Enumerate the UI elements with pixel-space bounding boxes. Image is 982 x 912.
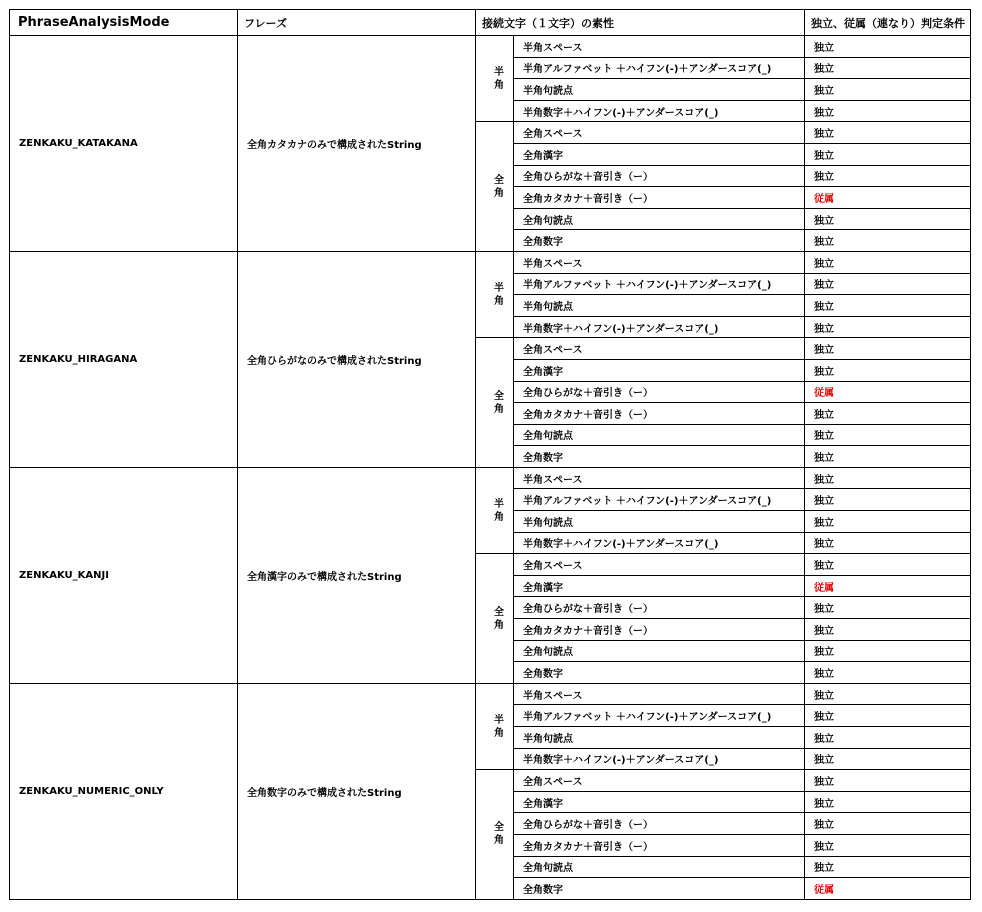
element-cell: 全角スペース	[514, 554, 805, 576]
result-independent-cell: 独立	[805, 532, 971, 554]
width-char: 角	[494, 727, 504, 739]
result-dependent-cell: 従属	[805, 381, 971, 403]
element-cell: 全角カタカナ＋音引き（ー）	[514, 834, 805, 856]
element-cell: 半角アルファベット ＋ハイフン(-)＋アンダースコア(_)	[514, 489, 805, 511]
result-independent-cell: 独立	[805, 597, 971, 619]
result-independent-cell: 独立	[805, 143, 971, 165]
result-independent-cell: 独立	[805, 295, 971, 317]
table-row	[10, 36, 971, 58]
width-char: 全	[494, 390, 504, 402]
width-char: 角	[494, 187, 504, 199]
zenkaku-width-cell	[476, 770, 514, 900]
width-char: 角	[494, 79, 504, 91]
element-cell: 半角句読点	[514, 511, 805, 533]
result-independent-cell: 独立	[805, 813, 971, 835]
element-cell: 全角句読点	[514, 208, 805, 230]
width-char: 角	[494, 403, 504, 415]
element-cell: 全角スペース	[514, 770, 805, 792]
mode-cell: ZENKAKU_KANJI	[10, 467, 238, 683]
element-cell: 全角句読点	[514, 424, 805, 446]
element-cell: 半角数字＋ハイフン(-)＋アンダースコア(_)	[514, 748, 805, 770]
phrase-cell: 全角カタカナのみで構成されたString	[238, 36, 476, 252]
element-cell: 全角漢字	[514, 143, 805, 165]
phrase-cell: 全角数字のみで構成されたString	[238, 683, 476, 899]
hankaku-width-cell	[476, 251, 514, 337]
element-cell: 半角句読点	[514, 727, 805, 749]
result-independent-cell: 独立	[805, 79, 971, 101]
header-element: 接続文字（１文字）の素性	[476, 10, 805, 36]
result-independent-cell: 独立	[805, 403, 971, 425]
result-independent-cell: 独立	[805, 683, 971, 705]
element-cell: 全角ひらがな＋音引き（ー）	[514, 165, 805, 187]
element-cell: 全角数字	[514, 662, 805, 684]
element-cell: 半角スペース	[514, 251, 805, 273]
element-cell: 全角数字	[514, 230, 805, 252]
table-body	[10, 36, 971, 900]
result-dependent-cell: 従属	[805, 878, 971, 900]
element-cell: 全角スペース	[514, 338, 805, 360]
result-independent-cell: 独立	[805, 338, 971, 360]
element-cell: 全角ひらがな＋音引き（ー）	[514, 597, 805, 619]
element-cell: 半角スペース	[514, 683, 805, 705]
width-char: 半	[494, 498, 504, 510]
width-char: 半	[494, 66, 504, 78]
result-independent-cell: 独立	[805, 273, 971, 295]
zenkaku-width-cell	[476, 554, 514, 684]
phrase-cell: 全角漢字のみで構成されたString	[238, 467, 476, 683]
width-char: 全	[494, 606, 504, 618]
header-mode: PhraseAnalysisMode	[10, 10, 238, 36]
zenkaku-width-cell	[476, 122, 514, 252]
result-independent-cell: 独立	[805, 662, 971, 684]
element-cell: 全角ひらがな＋音引き（ー）	[514, 813, 805, 835]
element-cell: 全角スペース	[514, 122, 805, 144]
result-independent-cell: 独立	[805, 100, 971, 122]
width-char: 全	[494, 174, 504, 186]
header-row	[10, 10, 971, 36]
result-independent-cell: 独立	[805, 165, 971, 187]
result-independent-cell: 独立	[805, 57, 971, 79]
element-cell: 全角カタカナ＋音引き（ー）	[514, 187, 805, 209]
result-independent-cell: 独立	[805, 554, 971, 576]
element-cell: 半角数字＋ハイフン(-)＋アンダースコア(_)	[514, 316, 805, 338]
header-result: 独立、従属（連なり）判定条件	[805, 10, 971, 36]
result-independent-cell: 独立	[805, 359, 971, 381]
element-cell: 全角カタカナ＋音引き（ー）	[514, 403, 805, 425]
result-independent-cell: 独立	[805, 122, 971, 144]
table-row	[10, 683, 971, 705]
hankaku-width-cell	[476, 683, 514, 769]
element-cell: 半角数字＋ハイフン(-)＋アンダースコア(_)	[514, 532, 805, 554]
result-independent-cell: 独立	[805, 251, 971, 273]
result-independent-cell: 独立	[805, 446, 971, 468]
width-char: 全	[494, 822, 504, 834]
element-cell: 半角句読点	[514, 79, 805, 101]
element-cell: 全角カタカナ＋音引き（ー）	[514, 619, 805, 641]
zenkaku-width-cell	[476, 338, 514, 468]
result-independent-cell: 独立	[805, 727, 971, 749]
result-independent-cell: 独立	[805, 467, 971, 489]
mode-cell: ZENKAKU_HIRAGANA	[10, 251, 238, 467]
table-row	[10, 467, 971, 489]
phrase-analysis-table	[9, 9, 971, 900]
result-independent-cell: 独立	[805, 511, 971, 533]
mode-cell: ZENKAKU_NUMERIC_ONLY	[10, 683, 238, 899]
hankaku-width-cell	[476, 467, 514, 553]
width-char: 角	[494, 619, 504, 631]
result-independent-cell: 独立	[805, 489, 971, 511]
result-dependent-cell: 従属	[805, 575, 971, 597]
element-cell: 半角アルファベット ＋ハイフン(-)＋アンダースコア(_)	[514, 705, 805, 727]
result-independent-cell: 独立	[805, 208, 971, 230]
width-char: 半	[494, 714, 504, 726]
result-independent-cell: 独立	[805, 770, 971, 792]
result-independent-cell: 独立	[805, 230, 971, 252]
hankaku-width-cell	[476, 36, 514, 122]
result-independent-cell: 独立	[805, 424, 971, 446]
result-independent-cell: 独立	[805, 619, 971, 641]
width-char: 角	[494, 295, 504, 307]
width-char: 半	[494, 282, 504, 294]
element-cell: 半角アルファベット ＋ハイフン(-)＋アンダースコア(_)	[514, 273, 805, 295]
element-cell: 全角漢字	[514, 791, 805, 813]
result-independent-cell: 独立	[805, 705, 971, 727]
table-row	[10, 251, 971, 273]
mode-cell: ZENKAKU_KATAKANA	[10, 36, 238, 252]
element-cell: 全角句読点	[514, 856, 805, 878]
result-independent-cell: 独立	[805, 316, 971, 338]
element-cell: 全角漢字	[514, 575, 805, 597]
element-cell: 半角句読点	[514, 295, 805, 317]
result-independent-cell: 独立	[805, 791, 971, 813]
phrase-cell: 全角ひらがなのみで構成されたString	[238, 251, 476, 467]
element-cell: 全角数字	[514, 446, 805, 468]
element-cell: 全角漢字	[514, 359, 805, 381]
element-cell: 半角スペース	[514, 467, 805, 489]
element-cell: 半角アルファベット ＋ハイフン(-)＋アンダースコア(_)	[514, 57, 805, 79]
element-cell: 全角ひらがな＋音引き（ー）	[514, 381, 805, 403]
element-cell: 全角数字	[514, 878, 805, 900]
result-independent-cell: 独立	[805, 748, 971, 770]
result-independent-cell: 独立	[805, 834, 971, 856]
width-char: 角	[494, 835, 504, 847]
element-cell: 全角句読点	[514, 640, 805, 662]
element-cell: 半角数字＋ハイフン(-)＋アンダースコア(_)	[514, 100, 805, 122]
result-independent-cell: 独立	[805, 856, 971, 878]
element-cell: 半角スペース	[514, 36, 805, 58]
result-independent-cell: 独立	[805, 640, 971, 662]
result-independent-cell: 独立	[805, 36, 971, 58]
result-dependent-cell: 従属	[805, 187, 971, 209]
header-phrase: フレーズ	[238, 10, 476, 36]
width-char: 角	[494, 511, 504, 523]
